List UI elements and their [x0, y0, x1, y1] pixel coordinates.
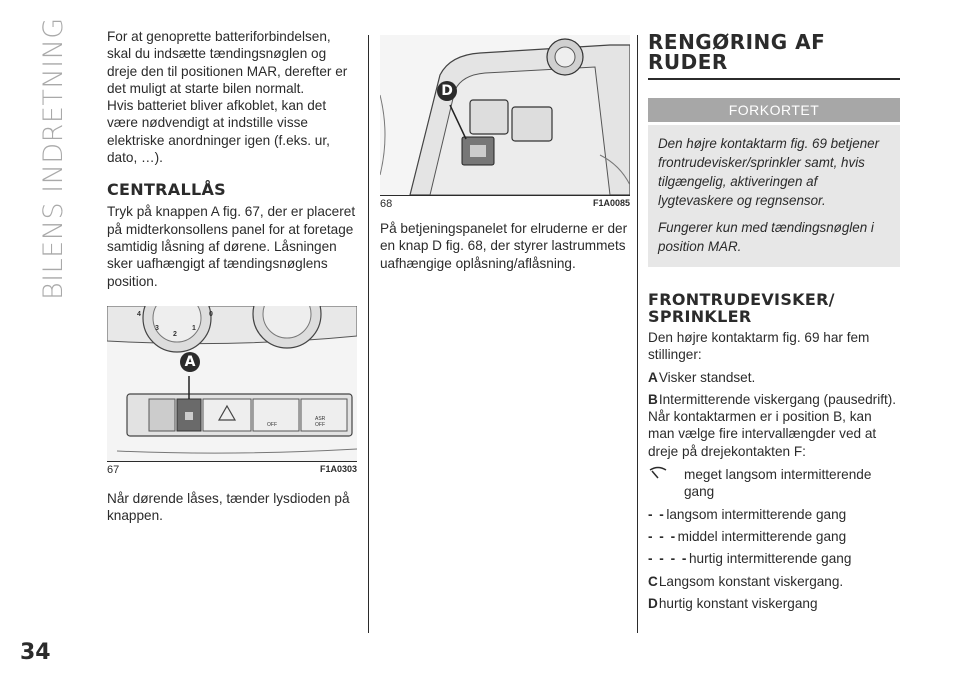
list-item — [648, 528, 900, 545]
list-key: - - — [648, 506, 666, 522]
paragraph: Den højre kontaktarm fig. 69 har fem stillinger: — [648, 330, 870, 363]
figure-68 — [380, 35, 630, 196]
svg-text:4: 4 — [137, 310, 141, 318]
list-key: C — [648, 573, 658, 589]
list-key: B — [648, 391, 658, 407]
list-item — [648, 573, 900, 590]
list-item — [648, 506, 900, 523]
svg-text:1: 1 — [192, 324, 196, 332]
note-box — [648, 125, 900, 267]
svg-text:OFF: OFF — [315, 421, 325, 428]
chapter-heading: RENGØRING AF RUDER — [648, 30, 826, 74]
column-1 — [107, 28, 357, 524]
list-item — [648, 466, 900, 501]
figure-caption — [107, 464, 357, 476]
list-key: - - - — [648, 528, 677, 544]
section-heading: FRONTRUDEVISKER/ SPRINKLER — [648, 290, 835, 326]
paragraph: Tryk på knappen A fig. 67, der er placeret på midterkonsollens panel for at foretage samtidig låsning af dørene. Låsningen sker uafhængigt af tændingsnøglens position. — [107, 204, 356, 289]
figure-label-d: D — [437, 81, 457, 101]
column-3 — [648, 28, 900, 612]
list-key: D — [648, 595, 658, 611]
list-value: hurtig intermitterende gang — [688, 551, 852, 567]
list-value: meget langsom intermitterende gang — [684, 467, 872, 500]
list-item — [648, 595, 900, 612]
list-item — [648, 391, 900, 408]
list-value: langsom intermitterende gang — [666, 506, 847, 522]
list-key: A — [648, 369, 658, 385]
figure-caption — [380, 198, 630, 210]
column-divider — [368, 35, 369, 633]
note-header: FORKORTET — [648, 98, 900, 122]
figure-code: F1A0303 — [319, 463, 357, 474]
list-key: - - - - — [648, 551, 688, 567]
wiper-icon — [648, 466, 684, 501]
figure-number: 67 — [107, 463, 120, 476]
window-panel-illustration — [380, 35, 630, 195]
figure-67 — [107, 306, 357, 462]
list-value: Langsom konstant viskergang. — [658, 573, 844, 589]
figure-label-a: A — [180, 352, 200, 372]
paragraph: Når kontaktarmen er i position B, kan man vælge fire intervallængder ved at dreje på drejekontakten F: — [648, 409, 877, 459]
note-text: Fungerer kun med tændingsnøglen i position MAR. — [658, 220, 874, 254]
list-value: Intermitterende viskergang (pausedrift). — [658, 391, 897, 407]
note-text: Den højre kontaktarm fig. 69 betjener frontrudevisker/sprinkler samt, hvis tilgængelig, aktiveringen af lygtevaskere og regnsensor. — [658, 136, 880, 208]
list-item — [648, 369, 900, 386]
list-item — [648, 550, 900, 567]
figure-code: F1A0085 — [592, 198, 630, 208]
section-heading: CENTRALLÅS — [107, 180, 226, 200]
list-value: Visker standset. — [658, 369, 756, 385]
column-2 — [380, 35, 630, 272]
paragraph: Når dørende låses, tænder lysdioden på knappen. — [107, 490, 350, 524]
side-title-text: BILENS INDRETNING — [38, 17, 69, 300]
column-divider — [637, 35, 638, 633]
svg-text:3: 3 — [155, 324, 159, 332]
svg-text:OFF: OFF — [267, 421, 277, 428]
list-value: middel intermitterende gang — [677, 528, 847, 544]
paragraph: Hvis batteriet bliver afkoblet, kan det være nødvendigt at indstille visse elektriske anordninger igen (f.eks. ur, dato, …). — [107, 98, 330, 166]
svg-text:ASR: ASR — [315, 415, 326, 422]
paragraph: For at genoprette batteriforbindelsen, skal du indsætte tændingsnøglen og dreje den til positionen MAR, derefter er det muligt at starte bilen normalt. — [107, 29, 348, 96]
figure-number: 68 — [380, 198, 393, 210]
svg-text:0: 0 — [209, 310, 213, 318]
heading-rule — [648, 78, 900, 80]
console-illustration — [107, 306, 357, 461]
list-value: hurtig konstant viskergang — [658, 595, 818, 611]
page-number: 34 — [20, 640, 51, 665]
paragraph: På betjeningspanelet for elruderne er der en knap D fig. 68, der styrer lastrummets uafhængige oplåsning/aflåsning. — [380, 221, 628, 271]
svg-text:2: 2 — [173, 330, 177, 338]
